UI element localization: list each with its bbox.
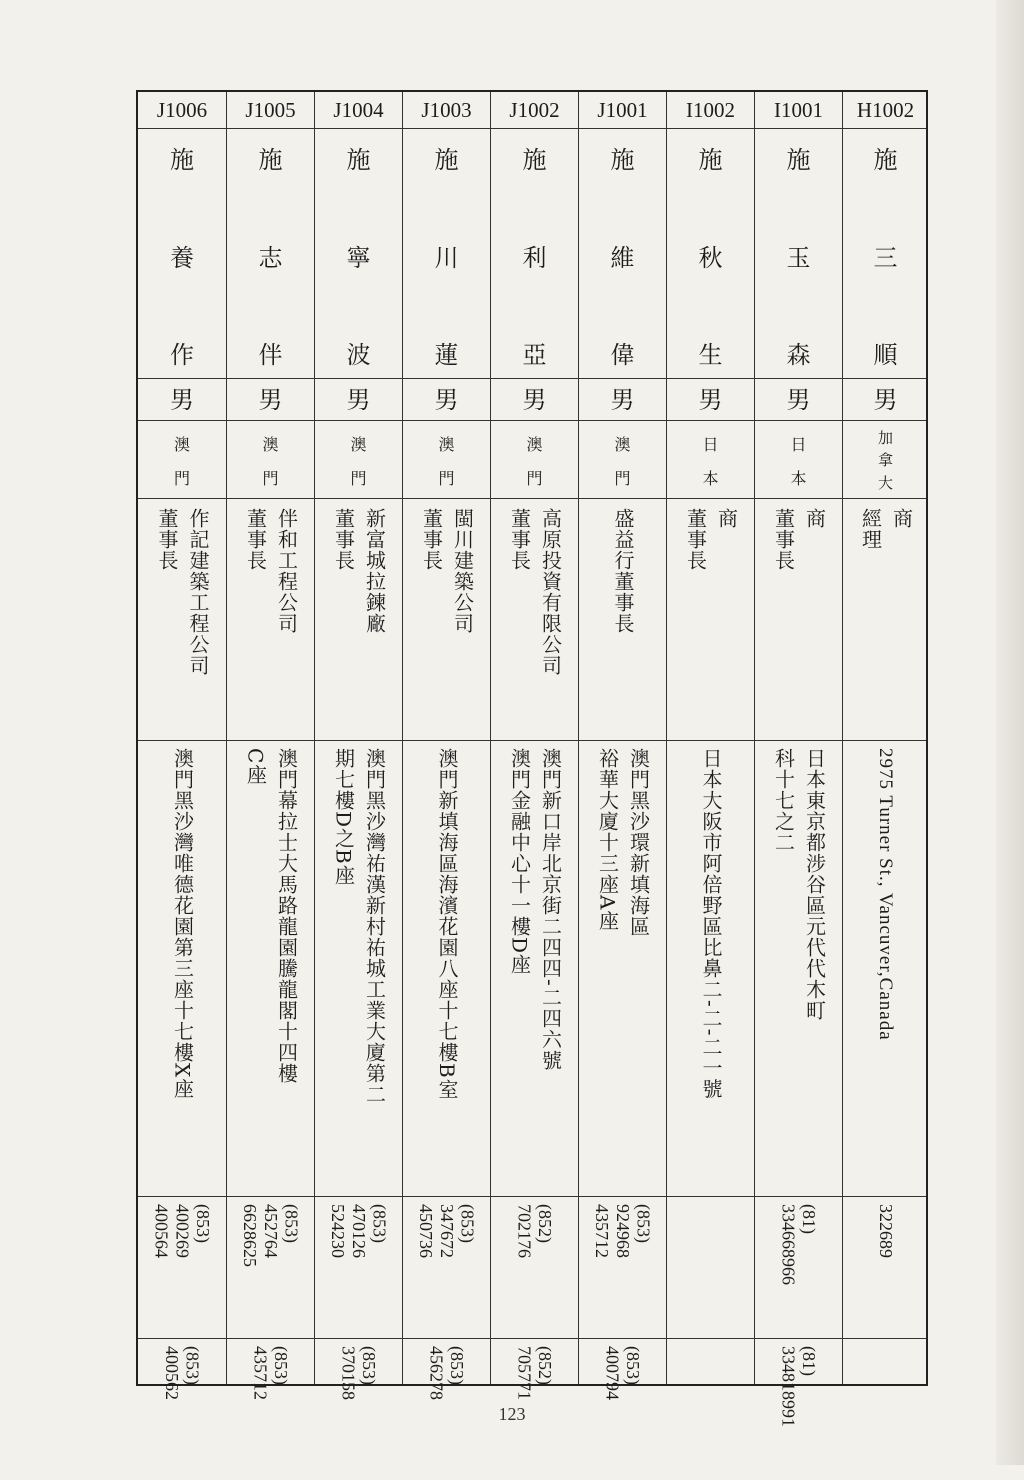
occupation-text: 作記建築工程公司 董事長 [155, 508, 210, 676]
member-code: I1002 [686, 98, 735, 122]
fax-text: (853) 400794 [602, 1346, 644, 1400]
member-name [667, 130, 754, 378]
member-occupation [315, 500, 402, 740]
name-char: 施 [610, 146, 635, 174]
member-name [315, 130, 402, 378]
member-occupation [667, 500, 754, 740]
member-code: J1005 [245, 98, 296, 122]
table-column [226, 92, 314, 1400]
row-divider [138, 740, 926, 741]
origin-char: 本 [702, 468, 719, 488]
name-char: 波 [346, 341, 371, 369]
member-code: H1002 [856, 98, 915, 122]
table-column [138, 92, 226, 1400]
member-telephone [403, 1198, 490, 1338]
table-column [578, 92, 666, 1400]
origin-char: 日 [790, 434, 807, 454]
member-address [843, 742, 928, 1196]
member-sex: 男 [170, 386, 194, 414]
member-code: J1004 [333, 98, 384, 122]
address-text: 澳門新填海區海濱花園八座十七樓B室 [435, 748, 459, 1100]
member-origin [138, 422, 226, 498]
member-code: I1001 [774, 98, 823, 122]
member-sex: 男 [698, 386, 723, 414]
table-column [666, 92, 754, 1384]
name-char: 伴 [258, 341, 283, 369]
origin-char: 門 [173, 468, 190, 488]
member-occupation [755, 500, 842, 740]
member-occupation [138, 500, 226, 740]
name-char: 蓮 [434, 341, 459, 369]
telephone-text: 322689 [875, 1204, 896, 1258]
member-occupation [491, 500, 578, 740]
address-text: 澳門新口岸北京街二四四-二四六號 澳門金融中心十一樓D座 [507, 748, 563, 1071]
origin-char: 大 [877, 474, 893, 493]
name-char: 森 [786, 341, 811, 369]
origin-char: 澳 [526, 434, 543, 454]
member-occupation [227, 500, 314, 740]
member-address [667, 742, 754, 1196]
telephone-text: (81) 334668966 [778, 1204, 820, 1285]
occupation-text: 高原投資有限公司 董事長 [507, 508, 563, 676]
name-char: 生 [698, 341, 723, 369]
origin-char: 門 [526, 468, 543, 488]
telephone-text: (853) 924968 435712 [592, 1204, 654, 1258]
row-divider [138, 498, 926, 499]
address-text: 澳門幕拉士大馬路龍園騰龍閣十四樓 C座 [243, 748, 299, 1084]
member-address [138, 742, 226, 1196]
occupation-text: 商 經理 [858, 508, 914, 550]
address-text: 日本東京都涉谷區元代代木町 科十七之二 [771, 748, 827, 1021]
member-address [403, 742, 490, 1196]
fax-text: (853) 456278 [426, 1346, 468, 1400]
row-divider [138, 128, 926, 129]
row-divider [138, 1196, 926, 1197]
origin-char: 澳 [173, 434, 190, 454]
name-char: 施 [434, 146, 459, 174]
member-occupation [843, 500, 928, 740]
name-char: 施 [258, 146, 283, 174]
member-name [491, 130, 578, 378]
name-char: 維 [610, 243, 635, 272]
member-origin [843, 422, 928, 498]
member-sex: 男 [522, 386, 547, 414]
member-origin [579, 422, 666, 498]
member-name [138, 130, 226, 378]
name-char: 作 [170, 341, 194, 369]
origin-char: 門 [350, 468, 367, 488]
member-origin [403, 422, 490, 498]
member-address [579, 742, 666, 1196]
table-column [314, 92, 402, 1400]
occupation-text: 伴和工程公司 董事長 [243, 508, 299, 634]
occupation-text: 盛益行董事長 [611, 508, 635, 634]
name-char: 施 [698, 146, 723, 174]
name-char: 川 [434, 243, 459, 272]
telephone-text: (852) 702176 [514, 1204, 556, 1258]
address-text: 澳門黑沙灣唯德花園第三座十七樓X座 [170, 748, 195, 1100]
member-address [491, 742, 578, 1196]
table-column [754, 92, 842, 1427]
origin-char: 澳 [262, 434, 279, 454]
member-telephone [843, 1198, 928, 1338]
member-code: J1003 [421, 98, 472, 122]
row-divider [138, 1338, 926, 1339]
member-sex: 男 [434, 386, 459, 414]
table-column [402, 92, 490, 1400]
member-name [755, 130, 842, 378]
member-origin [227, 422, 314, 498]
member-telephone [138, 1198, 226, 1338]
member-occupation [403, 500, 490, 740]
address-text: 日本大阪市阿倍野區比鼻二-二-二一號 [699, 748, 723, 1100]
member-telephone [667, 1198, 754, 1338]
origin-char: 門 [614, 468, 631, 488]
member-origin [315, 422, 402, 498]
name-char: 寧 [346, 243, 371, 272]
member-code: J1006 [156, 98, 208, 122]
origin-char: 澳 [614, 434, 631, 454]
occupation-text: 新富城拉鍊廠 董事長 [331, 508, 387, 634]
row-divider [138, 420, 926, 421]
name-char: 偉 [610, 341, 635, 369]
origin-char: 澳 [438, 434, 455, 454]
member-code: J1001 [597, 98, 648, 122]
origin-char: 加 [877, 428, 893, 447]
member-occupation [579, 500, 666, 740]
member-name [579, 130, 666, 378]
occupation-text: 商 董事長 [771, 508, 827, 571]
address-text: 2975 Turner St., Vancuver,Canada [875, 748, 897, 1041]
telephone-text: (853) 400269 400564 [151, 1204, 214, 1258]
row-divider [138, 378, 926, 379]
fax-text: (853) 435712 [250, 1346, 292, 1400]
fax-text: (853) 400562 [162, 1346, 203, 1400]
name-char: 玉 [786, 243, 811, 272]
name-char: 施 [346, 146, 371, 174]
table-column [490, 92, 578, 1400]
name-char: 養 [170, 243, 194, 272]
name-char: 亞 [522, 341, 547, 369]
name-char: 施 [522, 146, 547, 174]
origin-char: 門 [262, 468, 279, 488]
member-telephone [755, 1198, 842, 1338]
member-telephone [227, 1198, 314, 1338]
telephone-text: (853) 452764 6628625 [240, 1204, 302, 1267]
telephone-text: (853) 470126 524230 [328, 1204, 390, 1258]
table-column [842, 92, 928, 1384]
occupation-text: 商 董事長 [683, 508, 739, 571]
member-origin [667, 422, 754, 498]
page-number: 123 [498, 1404, 526, 1424]
member-address [755, 742, 842, 1196]
name-char: 利 [522, 243, 547, 272]
fax-text: (81) 334818991 [778, 1346, 820, 1427]
member-origin [755, 422, 842, 498]
member-code: J1002 [509, 98, 560, 122]
name-char: 施 [786, 146, 811, 174]
origin-char: 門 [438, 468, 455, 488]
member-sex: 男 [786, 386, 811, 414]
fax-text: (853) 370158 [338, 1346, 380, 1400]
member-origin [491, 422, 578, 498]
member-address [315, 742, 402, 1196]
member-address [227, 742, 314, 1196]
address-text: 澳門黑沙環新填海區 裕華大廈十三座A座 [595, 748, 651, 937]
name-char: 三 [873, 243, 898, 272]
member-name [843, 130, 928, 378]
member-telephone [315, 1198, 402, 1338]
page-binding-shadow [996, 0, 1024, 1465]
origin-char: 本 [790, 468, 807, 488]
origin-char: 日 [702, 434, 719, 454]
address-text: 澳門黑沙灣祐漢新村祐城工業大廈第二 期七樓D之B座 [331, 748, 387, 1105]
name-char: 順 [873, 341, 898, 369]
member-sex: 男 [346, 386, 371, 414]
member-sex: 男 [258, 386, 283, 414]
member-sex: 男 [873, 386, 898, 414]
name-char: 志 [258, 243, 283, 272]
origin-char: 澳 [350, 434, 367, 454]
origin-char: 拿 [877, 451, 893, 470]
name-char: 施 [873, 146, 898, 174]
name-char: 秋 [698, 243, 723, 272]
member-name [227, 130, 314, 378]
telephone-text: (853) 347672 450736 [416, 1204, 478, 1258]
member-telephone [491, 1198, 578, 1338]
fax-text: (852) 705771 [514, 1346, 556, 1400]
occupation-text: 閩川建築公司 董事長 [419, 508, 475, 634]
member-name [403, 130, 490, 378]
name-char: 施 [170, 146, 194, 174]
member-telephone [579, 1198, 666, 1338]
member-sex: 男 [610, 386, 635, 414]
